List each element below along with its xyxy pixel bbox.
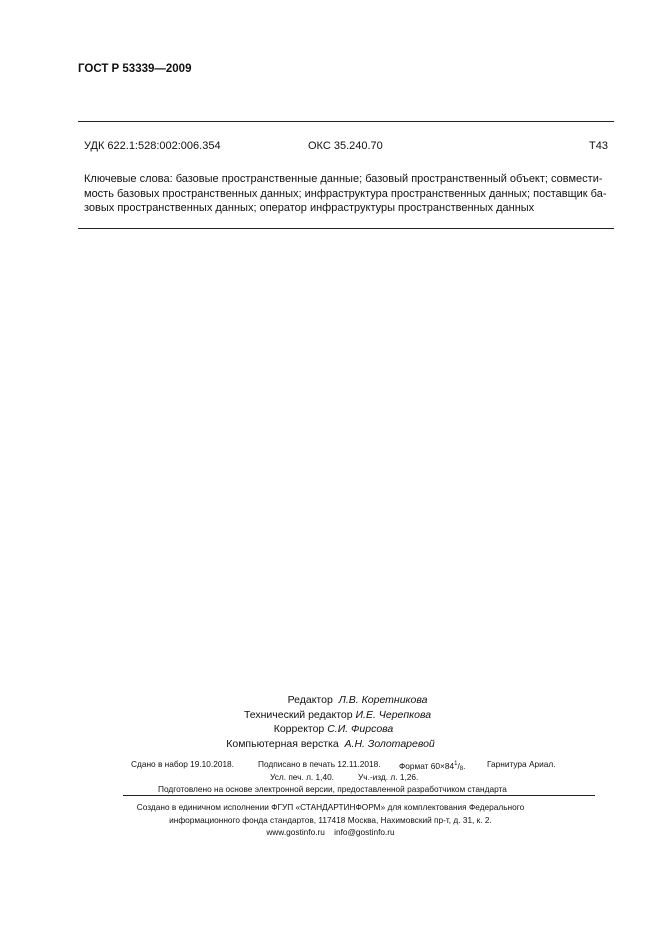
- print-format: Формат $60\times 84^1/_8$.: [399, 761, 466, 772]
- oks-code: ОКС 35.240.70: [308, 140, 383, 152]
- layout-name: А.Н. Золотаревой: [344, 737, 435, 750]
- document-code: ГОСТ Р 53339—2009: [78, 63, 192, 75]
- print-row-1: [0, 758, 661, 771]
- publisher-line-2: информационного фонда стандартов, 117418 Москва, Нахимовский пр-т, д. 31, к. 2.: [169, 814, 492, 825]
- typeset-date: Сдано в набор 19.10.2018.: [131, 759, 234, 769]
- keywords-line: зовых пространственных данных; оператор инфраструктуры пространственных данных: [84, 202, 535, 214]
- publisher-line-1: Создано в единичном исполнении ФГУП «СТАНДАРТИНФОРМ» для комплектования Федерального: [136, 802, 525, 812]
- layout-line: [0, 737, 661, 752]
- format-denominator: 8: [459, 766, 464, 772]
- corrector-name: С.И. Фирсова: [327, 723, 394, 735]
- website-link[interactable]: www.gostinfo.ru: [266, 827, 325, 837]
- tech-editor-name: И.Е. Черепкова: [355, 708, 432, 721]
- format-numerator: 1: [454, 761, 458, 767]
- print-row-2: [0, 771, 661, 784]
- email-link[interactable]: info@gostinfo.ru: [334, 827, 395, 837]
- keywords-block: [84, 172, 608, 216]
- credits-block: [0, 693, 661, 751]
- format-prefix: Формат 60×84: [399, 761, 455, 771]
- editor-name: Л.В. Коретникова: [338, 694, 428, 706]
- publisher-divider: [123, 795, 595, 796]
- signed-date: Подписано в печать 12.11.2018.: [258, 759, 381, 769]
- prepared-note: Подготовлено на основе электронной версии, предоставленной разработчиком стандарта: [158, 784, 507, 794]
- publisher-block: [0, 801, 661, 839]
- font-info: Гарнитура Ариал.: [487, 759, 556, 769]
- category-code: Т43: [589, 140, 608, 152]
- udk-code: УДК 622.1:528:002:006.354: [84, 140, 221, 152]
- layout-role: Компьютерная верстка: [226, 737, 339, 750]
- print-info-block: [0, 758, 661, 796]
- tech-editor-role: Технический редактор: [243, 708, 353, 721]
- print-row-3: [0, 783, 661, 796]
- keywords-line: мость базовых пространственных данных; инфраструктура пространственных данных; поставщик ба-: [84, 187, 607, 200]
- keywords-line: Ключевые слова: базовые пространственные данные; базовый пространственный объект; совмести-: [84, 173, 603, 185]
- editor-line: [0, 693, 661, 708]
- keywords-divider: [78, 228, 614, 229]
- corrector-role: Корректор: [273, 723, 325, 735]
- publisher-contacts: [0, 826, 661, 839]
- top-divider: [78, 121, 614, 122]
- tech-editor-line: [0, 708, 661, 723]
- publishing-sheets: Уч.-изд. л. 1,26.: [358, 771, 419, 782]
- print-sheets: Усл. печ. л. 1,40.: [270, 771, 334, 782]
- corrector-line: [0, 722, 661, 737]
- editor-role: Редактор: [287, 694, 333, 706]
